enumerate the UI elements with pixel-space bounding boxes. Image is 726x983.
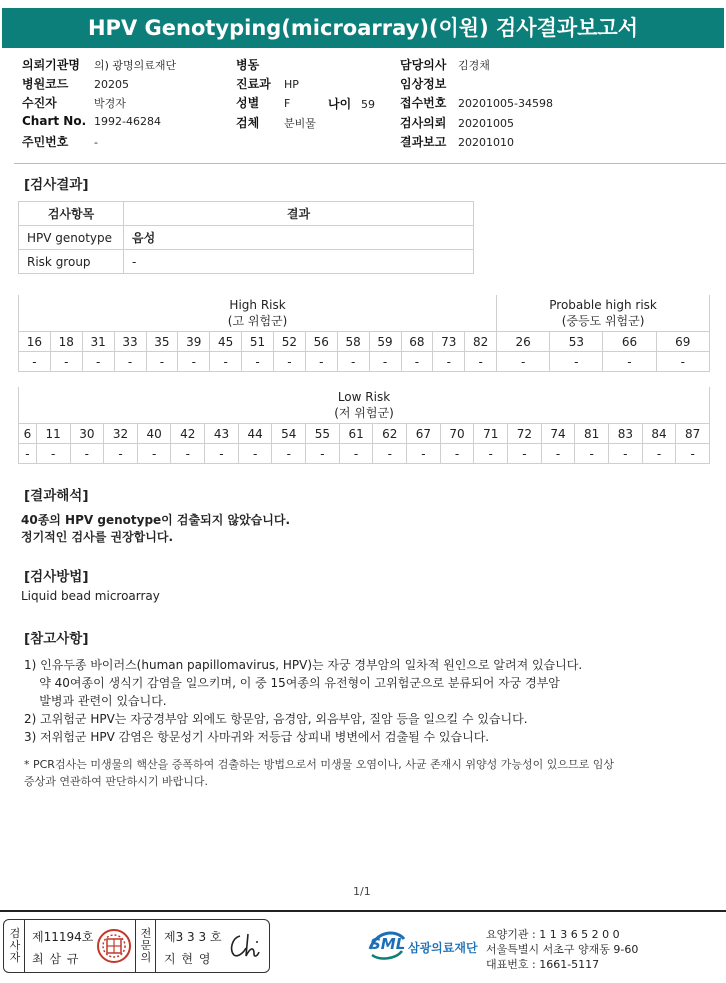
hpv-type-cell: 69 xyxy=(656,332,709,352)
info-value: 20201005-34598 xyxy=(458,97,553,110)
hpv-result-cell: - xyxy=(433,352,465,372)
hpv-type-cell: 33 xyxy=(114,332,146,352)
hpv-result-cell: - xyxy=(676,444,710,464)
hpv-type-cell: 45 xyxy=(210,332,242,352)
info-value: 20201010 xyxy=(458,136,514,149)
method-heading: [검사방법] xyxy=(24,569,89,585)
note-line: 약 40여종이 생식기 감염을 일으키며, 이 중 15여종의 유전형이 고위험군으로 분류되어 자궁 경부암 xyxy=(24,676,560,690)
vertical-char: 전 xyxy=(140,927,152,940)
info-row xyxy=(236,94,316,114)
hpv-result-cell: - xyxy=(497,352,550,372)
high-risk-label: High Risk xyxy=(229,298,286,312)
result-table xyxy=(18,201,474,274)
info-label: 수진자 xyxy=(22,96,57,110)
hpv-result-cell: - xyxy=(137,444,171,464)
hpv-result-cell: - xyxy=(305,352,337,372)
hpv-type-cell: 59 xyxy=(369,332,401,352)
info-col-3 xyxy=(400,56,553,152)
hpv-result-cell: - xyxy=(19,352,51,372)
table-row xyxy=(19,226,474,250)
hpv-type-cell: 40 xyxy=(137,424,171,444)
hpv-result-cell: - xyxy=(337,352,369,372)
note-line: 발병과 관련이 있습니다. xyxy=(24,694,167,708)
hpv-result-cell: - xyxy=(401,352,433,372)
hpv-result-cell: - xyxy=(369,352,401,372)
probable-risk-label: Probable high risk xyxy=(549,298,657,312)
specialist-license-no: 제3 3 3 호 xyxy=(164,930,222,944)
hpv-result-cell: - xyxy=(272,444,306,464)
page-number: 1/1 xyxy=(353,885,371,898)
hpv-type-cell: 70 xyxy=(440,424,474,444)
age-value: 59 xyxy=(361,98,376,111)
col-result-header: 결과 xyxy=(124,202,474,226)
hpv-type-cell: 87 xyxy=(676,424,710,444)
info-value: F xyxy=(284,97,291,110)
low-risk-type-row xyxy=(19,424,710,444)
info-value: 의) 광명의료재단 xyxy=(94,59,177,72)
hpv-type-cell: 74 xyxy=(541,424,575,444)
hpv-type-cell: 54 xyxy=(272,424,306,444)
hpv-type-cell: 72 xyxy=(508,424,542,444)
col-item-header: 검사항목 xyxy=(19,202,124,226)
vertical-char: 의 xyxy=(140,951,152,964)
info-label: 검체 xyxy=(236,116,260,130)
hpv-type-cell: 52 xyxy=(274,332,306,352)
hpv-result-cell: - xyxy=(339,444,373,464)
hpv-type-cell: 58 xyxy=(337,332,369,352)
high-risk-result-row xyxy=(19,352,710,372)
info-row xyxy=(22,75,176,94)
specialist-label xyxy=(140,928,152,964)
divider xyxy=(155,920,156,972)
hpv-result-cell: - xyxy=(114,352,146,372)
low-risk-sub: (저 위험군) xyxy=(334,406,394,420)
hpv-type-cell: 31 xyxy=(82,332,114,352)
info-row xyxy=(236,56,316,75)
info-value: 박경자 xyxy=(94,97,126,110)
interpretation-line-2: 정기적인 검사를 권장합니다. xyxy=(21,530,174,544)
footnote-line-1: * PCR검사는 미생물의 핵산을 증폭하여 검출하는 방법으로서 미생물 오염이나, 사균 존재시 위양성 가능성이 있으므로 임상 xyxy=(24,758,614,771)
hpv-result-cell: - xyxy=(603,352,656,372)
hpv-type-cell: 84 xyxy=(642,424,676,444)
tester-label xyxy=(9,928,21,964)
hpv-result-cell: - xyxy=(407,444,441,464)
hpv-type-cell: 18 xyxy=(50,332,82,352)
vertical-char: 문 xyxy=(140,939,152,952)
hpv-type-cell: 6 xyxy=(19,424,37,444)
row-result: - xyxy=(124,250,474,274)
hpv-result-cell: - xyxy=(541,444,575,464)
hpv-result-cell: - xyxy=(508,444,542,464)
hpv-result-cell: - xyxy=(205,444,239,464)
info-row xyxy=(400,94,553,114)
info-row xyxy=(400,114,553,133)
footnote xyxy=(24,756,614,790)
seal-icon xyxy=(96,928,132,964)
hpv-result-cell: - xyxy=(274,352,306,372)
info-row xyxy=(22,114,176,133)
org-phone: 대표번호 : 1661-5117 xyxy=(486,958,600,971)
info-label: 검사의뢰 xyxy=(400,116,447,130)
info-row xyxy=(22,133,176,152)
hpv-result-cell: - xyxy=(171,444,205,464)
hpv-type-cell: 67 xyxy=(407,424,441,444)
info-label: 결과보고 xyxy=(400,135,447,149)
hpv-type-cell: 39 xyxy=(178,332,210,352)
footnote-line-2: 증상과 연관하여 판단하시기 바랍니다. xyxy=(24,775,209,788)
hpv-type-cell: 83 xyxy=(609,424,643,444)
logo-text: SML xyxy=(370,935,406,953)
info-label: 임상정보 xyxy=(400,77,447,91)
info-label: 담당의사 xyxy=(400,58,447,72)
vertical-char: 자 xyxy=(9,951,21,964)
hpv-result-cell: - xyxy=(104,444,138,464)
row-item: Risk group xyxy=(19,250,124,274)
hpv-result-cell: - xyxy=(474,444,508,464)
info-col-2 xyxy=(236,56,316,133)
institution-code: 요양기관 : 1 1 3 6 5 2 0 0 xyxy=(486,928,620,941)
hpv-type-cell: 51 xyxy=(242,332,274,352)
hpv-result-cell: - xyxy=(238,444,272,464)
hpv-result-cell: - xyxy=(656,352,709,372)
age-field xyxy=(328,95,375,112)
info-row xyxy=(400,56,553,75)
row-item: HPV genotype xyxy=(19,226,124,250)
hpv-type-cell: 11 xyxy=(36,424,70,444)
hpv-result-cell: - xyxy=(242,352,274,372)
high-risk-table xyxy=(18,295,710,372)
specialist-name: 지 현 영 xyxy=(164,952,212,966)
info-label: 접수번호 xyxy=(400,96,447,110)
hpv-type-cell: 82 xyxy=(465,332,497,352)
low-risk-label: Low Risk xyxy=(337,390,391,404)
info-value: - xyxy=(94,136,98,149)
result-table-header xyxy=(19,202,474,226)
info-label: 주민번호 xyxy=(22,135,69,149)
table-row xyxy=(19,250,474,274)
info-label: 의뢰기관명 xyxy=(22,58,80,72)
hpv-result-cell: - xyxy=(50,352,82,372)
signature-box xyxy=(3,919,270,973)
note-line: 3) 저위험군 HPV 감염은 항문성기 사마귀와 저등급 상피내 병변에서 검출될 수 있습니다. xyxy=(24,730,490,744)
notes-heading: [참고사항] xyxy=(24,631,89,647)
tester-name: 최 삼 규 xyxy=(32,952,80,966)
info-row xyxy=(236,75,316,94)
tester-license-no: 제11194호 xyxy=(32,930,94,944)
hpv-type-cell: 66 xyxy=(603,332,656,352)
hpv-type-cell: 42 xyxy=(171,424,205,444)
high-risk-sub: (고 위험군) xyxy=(227,314,288,328)
divider xyxy=(135,920,136,972)
probable-risk-sub: (중등도 위험군) xyxy=(561,314,645,328)
info-label: 병원코드 xyxy=(22,77,69,91)
low-risk-table xyxy=(18,387,710,464)
hpv-result-cell: - xyxy=(440,444,474,464)
hpv-type-cell: 53 xyxy=(550,332,603,352)
report-title: HPV Genotyping(microarray)(이원) 검사결과보고서 xyxy=(2,8,724,48)
org-address: 서울특별시 서초구 양재동 9-60 xyxy=(486,943,639,956)
info-value: 20205 xyxy=(94,78,129,91)
info-label: 병동 xyxy=(236,58,260,72)
org-contact xyxy=(486,927,638,972)
vertical-char: 검 xyxy=(9,927,21,940)
hpv-type-cell: 68 xyxy=(401,332,433,352)
probable-risk-header xyxy=(497,295,710,332)
info-value: HP xyxy=(284,78,299,91)
notes-list xyxy=(24,656,582,746)
info-value: 김경채 xyxy=(458,59,490,72)
signature-icon xyxy=(226,930,264,962)
info-value: 1992-46284 xyxy=(94,115,161,128)
hpv-type-cell: 44 xyxy=(238,424,272,444)
info-label: Chart No. xyxy=(22,114,87,128)
hpv-result-cell: - xyxy=(178,352,210,372)
info-value: 분비물 xyxy=(284,117,316,130)
info-value: 20201005 xyxy=(458,117,514,130)
hpv-result-cell: - xyxy=(82,352,114,372)
org-name: 삼광의료재단 xyxy=(408,941,478,955)
hpv-result-cell: - xyxy=(373,444,407,464)
hpv-type-cell: 43 xyxy=(205,424,239,444)
hpv-type-cell: 35 xyxy=(146,332,178,352)
info-row xyxy=(236,114,316,133)
hpv-type-cell: 55 xyxy=(306,424,340,444)
row-result: 음성 xyxy=(124,226,474,250)
hpv-type-cell: 81 xyxy=(575,424,609,444)
hpv-type-cell: 32 xyxy=(104,424,138,444)
note-line: 1) 인유두종 바이러스(human papillomavirus, HPV)는 자궁 경부암의 일차적 원인으로 알려져 있습니다. xyxy=(24,658,583,672)
divider xyxy=(24,920,25,972)
info-row xyxy=(400,133,553,152)
info-row xyxy=(22,94,176,114)
method-text: Liquid bead microarray xyxy=(21,589,160,603)
hpv-result-cell: - xyxy=(306,444,340,464)
hpv-type-cell: 16 xyxy=(19,332,51,352)
info-label: 성별 xyxy=(236,96,260,110)
interpretation-line-1: 40종의 HPV genotype이 검출되지 않았습니다. xyxy=(21,513,291,527)
age-label: 나이 xyxy=(328,97,352,111)
hpv-type-cell: 62 xyxy=(373,424,407,444)
hpv-result-cell: - xyxy=(550,352,603,372)
info-label: 진료과 xyxy=(236,77,271,91)
hpv-result-cell: - xyxy=(575,444,609,464)
hpv-result-cell: - xyxy=(642,444,676,464)
hpv-type-cell: 61 xyxy=(339,424,373,444)
footer-divider xyxy=(0,910,726,912)
high-risk-header xyxy=(19,295,497,332)
hpv-result-cell: - xyxy=(146,352,178,372)
hpv-result-cell: - xyxy=(19,444,37,464)
vertical-char: 사 xyxy=(9,939,21,952)
header-divider xyxy=(14,163,726,164)
hpv-type-cell: 73 xyxy=(433,332,465,352)
result-heading: [검사결과] xyxy=(24,177,89,193)
info-row xyxy=(400,75,553,94)
hpv-result-cell: - xyxy=(36,444,70,464)
low-risk-result-row xyxy=(19,444,710,464)
high-risk-type-row xyxy=(19,332,710,352)
hpv-result-cell: - xyxy=(210,352,242,372)
hpv-type-cell: 30 xyxy=(70,424,104,444)
info-col-1 xyxy=(22,56,176,152)
hpv-result-cell: - xyxy=(609,444,643,464)
hpv-type-cell: 71 xyxy=(474,424,508,444)
hpv-result-cell: - xyxy=(70,444,104,464)
low-risk-header xyxy=(19,387,710,424)
hpv-type-cell: 26 xyxy=(497,332,550,352)
note-line: 2) 고위험군 HPV는 자궁경부암 외에도 항문암, 음경암, 외음부암, 질암 등을 일으킬 수 있습니다. xyxy=(24,712,528,726)
interpretation-heading: [결과해석] xyxy=(24,488,89,504)
hpv-result-cell: - xyxy=(465,352,497,372)
info-row xyxy=(22,56,176,75)
hpv-type-cell: 56 xyxy=(305,332,337,352)
